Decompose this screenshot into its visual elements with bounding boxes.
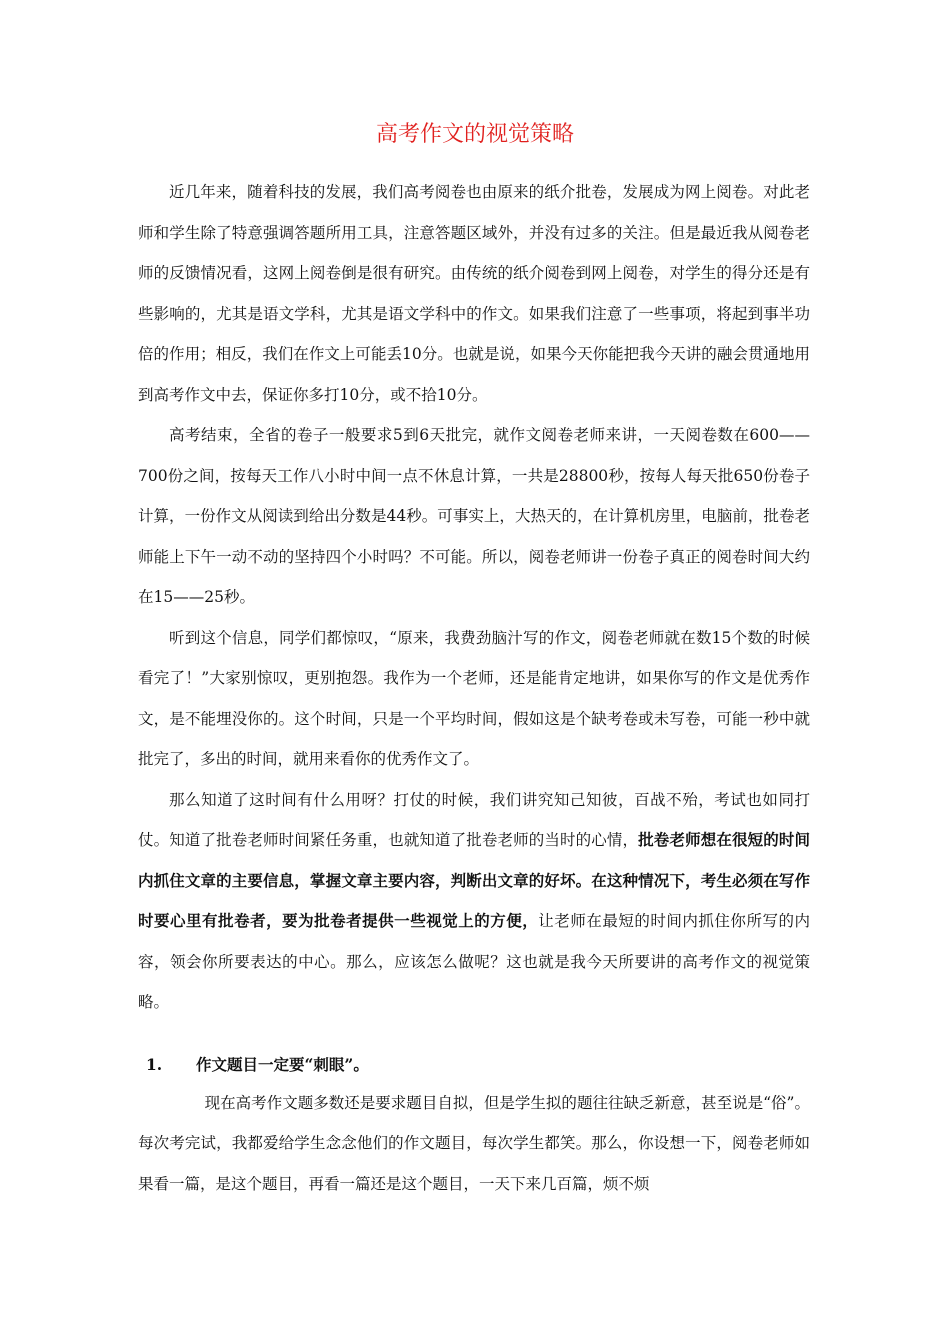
paragraph-1: 近几年来，随着科技的发展，我们高考阅卷也由原来的纸介批卷，发展成为网上阅卷。对此老师和学生除了特意强调答题所用工具，注意答题区域外，并没有过多的关注。但是最近我从阅卷老师的反馈情况看，这网上阅卷倒是很有研究。由传统的纸介阅卷到网上阅卷，对学生的得分还是有些影响的，尤其是语文学科，尤其是语文学科中的作文。如果我们注意了一些事项，将起到事半功倍的作用；相反，我们在作文上可能丢10分。也就是说，如果今天你能把我今天讲的融会贯通地用到高考作文中去，保证你多打10分，或不拾10分。: [138, 183, 810, 404]
paragraph-2: 高考结束，全省的卷子一般要求5到6天批完，就作文阅卷老师来讲，一天阅卷数在600——700份之间，按每天工作八小时中间一点不休息计算，一共是28800秒，按每人每天批650份卷子计算，一份作文从阅读到给出分数是44秒。可事实上，大热天的，在计算机房里，电脑前，批卷老师能上下午一动不动的坚持四个小时吗？不可能。所以，阅卷老师讲一份卷子真正的阅卷时间大约在15——25秒。: [138, 426, 810, 606]
section-1-number: 1.: [146, 1054, 163, 1074]
section-1-title: 作文题目一定要“刺眼”。: [196, 1054, 369, 1074]
section-spacer: [138, 1023, 810, 1047]
paragraph-4-bold-text: 批卷老师想在很短的时间内抓住文章的主要信息，掌握文章主要内容，判断出文章的好坏。在这种情况下，考生必须在写作时要心里有批卷者，要为批卷者提供一些视觉上的方便，: [138, 830, 810, 930]
paragraph-3: 听到这个信息，同学们都惊叹，“原来，我费劲脑汁写的作文，阅卷老师就在数15个数的时候看完了！”大家别惊叹，更别抱怨。我作为一个老师，还是能肯定地讲，如果你写的作文是优秀作文，是不能埋没你的。这个时间，只是一个平均时间，假如这是个缺考卷或未写卷，可能一秒中就批完了，多出的时间，就用来看你的优秀作文了。: [138, 628, 810, 768]
document-title: 高考作文的视觉策略: [375, 122, 574, 147]
section-1-paragraph: 现在高考作文题多数还是要求题目自拟，但是学生拟的题往往缺乏新意，甚至说是“俗”。每次考完试，我都爱给学生念念他们的作文题目，每次学生都笑。那么，你设想一下，阅卷老师如果看一篇，是这个题目，再看一篇还是这个题目，一天下来几百篇，烦不烦: [138, 1093, 810, 1193]
paragraph-4-text-start: 那么知道了这时间有什么用呀？打仗的时候，我们讲究知己知彼，百战不殆，考试也如同打仗。知道了批卷老师时间紧任务重，也就知道了批卷老师的当时的心情，: [138, 790, 810, 849]
paragraph-4-text-end: 让老师在最短的时间内抓住你所写的内容，领会你所要表达的中心。那么，应该怎么做呢？这也就是我今天所要讲的高考作文的视觉策略。: [138, 912, 810, 1011]
paragraph-4: [138, 780, 810, 1023]
document-body: [138, 172, 810, 1204]
section-1-heading: [138, 1047, 810, 1083]
